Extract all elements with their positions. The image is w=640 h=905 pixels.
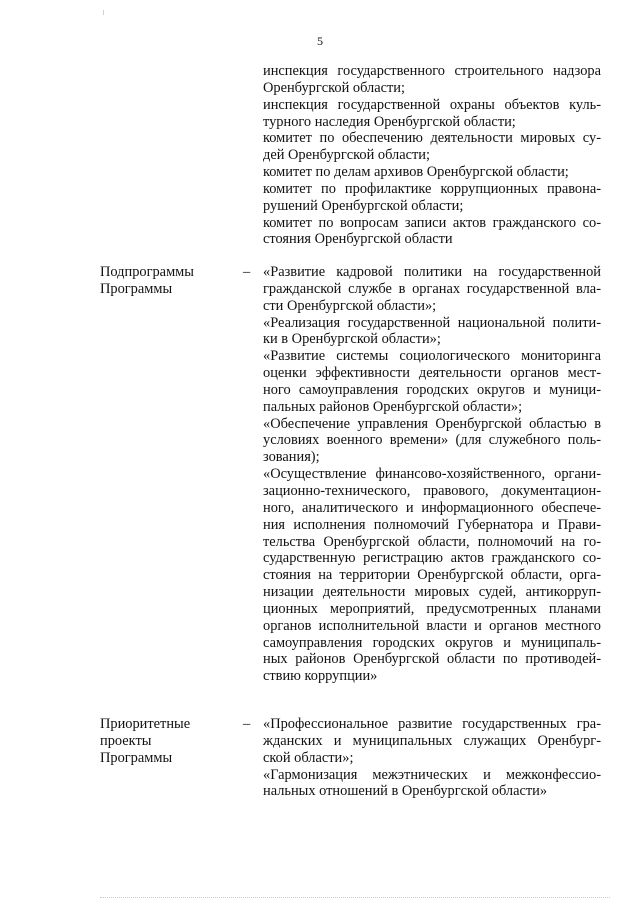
subprograms-label-line: Программы: [100, 281, 173, 298]
subprogram-line: «Развитие кадровой политики на государственной: [263, 264, 601, 280]
subprogram-line: ного, аналитического и информационного обеспече-: [263, 499, 601, 516]
subprogram-line: зования);: [263, 449, 320, 466]
subprogram-item: [263, 315, 601, 349]
executor-line: инспекция государственного строительного надзора: [263, 63, 601, 79]
page-number: 5: [317, 34, 323, 48]
scan-footer-noise: [100, 897, 610, 901]
subprogram-line: «Реализация государственной национальной полити-: [263, 314, 601, 331]
subprogram-line: пальных районов Оренбургской области»;: [263, 398, 523, 415]
executors-list: [263, 63, 601, 248]
subprogram-line: сти Оренбургской области»;: [263, 297, 437, 314]
subprogram-line: ствию коррупции»: [263, 668, 378, 685]
subprogram-line: условиях военного времени» (для служебного поль-: [263, 432, 601, 449]
subprogram-line: стояния на территории Оренбургской области, орга-: [263, 567, 601, 584]
subprogram-item: [263, 466, 601, 685]
executor-line: комитет по обеспечению деятельности мировых су-: [263, 130, 601, 147]
subprogram-line: гражданской службе в органах государственной вла-: [263, 280, 601, 297]
priority-projects-label-line: Программы: [100, 750, 173, 767]
subprogram-line: зационно-технического, правового, документацион-: [263, 482, 601, 499]
subprogram-line: ки в Оренбургской области»;: [263, 331, 441, 348]
executor-line: стояния Оренбургской области: [263, 231, 453, 248]
executor-line: рушений Оренбургской области;: [263, 197, 464, 214]
priority-project-item: [263, 767, 601, 801]
executor-item: [263, 63, 601, 97]
subprogram-line: сударственную регистрацию актов гражданского со-: [263, 550, 601, 567]
subprogram-line: ния исполнения полномочий Губернатора и Прави-: [263, 516, 601, 533]
subprogram-line: оценки эффективности деятельности органов мест-: [263, 365, 601, 382]
priority-project-item: [263, 716, 601, 767]
subprogram-line: тельства Оренбургской области, полномочий на го-: [263, 533, 601, 550]
subprogram-line: самоуправления городских округов и муниципаль-: [263, 634, 601, 651]
subprogram-line: органов исполнительной власти и органов местного: [263, 617, 601, 634]
executor-line: комитет по делам архивов Оренбургской области;: [263, 164, 569, 181]
priority-projects-label-line: проекты: [100, 733, 152, 750]
priority-project-line: ской области»;: [263, 749, 354, 766]
executor-item: [263, 215, 601, 249]
subprograms-list: [263, 264, 601, 685]
priority-project-line: нальных отношений в Оренбургской области»: [263, 783, 548, 800]
executor-line: инспекция государственной охраны объектов куль-: [263, 96, 601, 113]
priority-projects-list: [263, 716, 601, 800]
subprograms-dash: –: [243, 264, 251, 280]
executor-item: [263, 97, 601, 131]
priority-projects-label: [100, 716, 240, 768]
executor-item: [263, 130, 601, 164]
subprogram-line: ционных мероприятий, предусмотренных планами: [263, 600, 601, 617]
subprograms-label: [100, 264, 240, 298]
executor-line: дей Оренбургской области;: [263, 147, 430, 164]
priority-project-line: «Профессиональное развитие государственных гра-: [263, 716, 601, 732]
subprogram-line: «Осуществление финансово-хозяйственного, органи-: [263, 466, 601, 483]
subprogram-line: ных районов Оренбургской области по противодей-: [263, 651, 601, 668]
executor-line: Оренбургской области;: [263, 79, 405, 96]
subprogram-line: ного самоуправления городских округов и муници-: [263, 381, 601, 398]
subprogram-item: [263, 348, 601, 415]
subprogram-line: «Обеспечение управления Оренбургской областью в: [263, 415, 601, 432]
subprogram-item: [263, 264, 601, 315]
executor-line: комитет по вопросам записи актов гражданского со-: [263, 214, 601, 231]
priority-projects-label-line: Приоритетные: [100, 716, 191, 732]
subprograms-label-line: Подпрограммы: [100, 264, 194, 280]
subprogram-line: «Развитие системы социологического мониторинга: [263, 348, 601, 365]
subprogram-item: [263, 416, 601, 467]
executor-item: [263, 181, 601, 215]
scan-mark: [103, 10, 104, 15]
priority-project-line: жданских и муниципальных служащих Оренбург-: [263, 732, 601, 749]
priority-projects-dash: –: [243, 716, 251, 732]
executor-line: комитет по профилактике коррупционных правона-: [263, 180, 601, 197]
executor-item: [263, 164, 601, 181]
priority-project-line: «Гармонизация межэтнических и межконфессио-: [263, 766, 601, 783]
subprogram-line: низации деятельности мировых судей, антикорруп-: [263, 584, 601, 601]
executor-line: турного наследия Оренбургской области;: [263, 113, 516, 130]
